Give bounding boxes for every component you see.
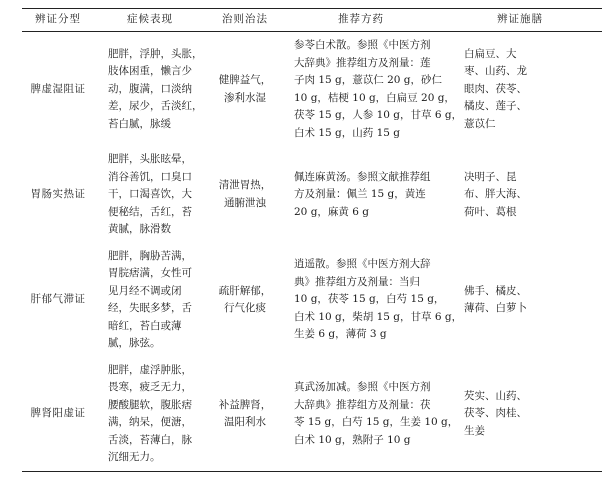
symptom-line: 肢体困重，懒言少 (108, 65, 192, 78)
formula-line: 20 g，麻黄 6 g (294, 205, 369, 218)
symptoms-cell (94, 32, 206, 147)
diet-line: 佛手、橘皮、 (464, 284, 527, 297)
formula-line: 白术 10 g，柴胡 15 g，甘草 6 g， (294, 310, 463, 323)
method-line: 渗利水湿 (224, 91, 266, 104)
formula-line: 白术 10 g，熟附子 10 g (294, 433, 411, 446)
formula-line: 苓 15 g，白芍 15 g，生姜 10 g， (294, 416, 459, 428)
header-row (22, 9, 602, 32)
symptom-line: 肥胖，浮肿，头胀， (108, 47, 203, 60)
diet-line: 茯苓、肉桂、 (464, 407, 527, 420)
diet-cell (438, 146, 602, 243)
diet-line: 芡实、山药、 (464, 389, 527, 402)
syndrome-type-cell: 脾肾阳虚证 (22, 357, 94, 472)
formula-line: 逍遥散。参照《中医方剂大辞 (294, 258, 431, 271)
diet-line: 白扁豆、大 (464, 47, 517, 60)
diet-line: 生姜 (464, 424, 485, 437)
symptoms-cell (94, 146, 206, 243)
diet-cell (438, 243, 602, 357)
formula-line: 子肉 15 g，薏苡仁 20 g，砂仁 (294, 74, 443, 86)
table-row (22, 146, 602, 243)
method-cell (206, 32, 284, 147)
formula-cell (284, 32, 463, 147)
header-diet-therapy: 辨证施膳 (438, 9, 602, 32)
header-treatment-method: 治则治法 (206, 9, 284, 32)
formula-line: 方及剂量：佩兰 15 g，黄连 (294, 188, 426, 200)
formula-line: 大辞典》推荐组方及剂量：茯 (294, 398, 431, 411)
diet-cell (438, 32, 602, 147)
formula-cell (284, 243, 463, 357)
formula-line: 10 g，桔梗 10 g，白扁豆 20 g， (294, 91, 455, 104)
symptom-line: 腰酸腿软，腹胀痞 (108, 398, 192, 411)
formula-line: 10 g，茯苓 15 g，白芍 15 g， (294, 293, 445, 306)
symptom-line: 干，口渴喜饮，大 (108, 188, 192, 200)
symptom-line: 满，纳呆，便溏， (108, 416, 192, 428)
header-recommended-formula: 推荐方药 (284, 9, 438, 32)
syndrome-type-cell: 脾虚湿阻证 (30, 82, 86, 95)
table-row (22, 243, 602, 357)
diet-line: 橘皮、莲子、 (464, 100, 527, 113)
symptoms-cell (94, 357, 206, 472)
symptom-line: 消谷善饥，口臭口 (108, 170, 192, 183)
table-header (22, 9, 602, 32)
method-line: 健脾益气， (218, 74, 272, 86)
formula-cell (284, 357, 459, 472)
symptom-line: 黄腻，脉滑数 (108, 223, 171, 235)
diet-line: 布、胖大海、 (464, 188, 527, 200)
method-line: 补益脾肾， (218, 398, 272, 411)
formula-line: 茯苓 15 g，人参 10 g，甘草 6 g， (294, 109, 463, 121)
formula-line: 生姜 6 g，薄荷 3 g (294, 328, 387, 341)
formula-line: 真武汤加减。参照《中医方剂 (294, 381, 431, 393)
method-cell (206, 357, 284, 472)
symptom-line: 苔白腻，脉缓 (108, 117, 171, 130)
method-cell (206, 146, 284, 243)
header-syndrome-type: 辨证分型 (22, 9, 94, 32)
formula-cell (284, 146, 438, 243)
diet-line: 枣、山药、龙 (464, 65, 527, 78)
symptom-line: 胃脘痞满，女性可 (108, 267, 192, 279)
symptom-line: 肥胖，胸胁苦满， (108, 249, 192, 262)
symptom-line: 畏寒，疲乏无力， (108, 381, 192, 393)
diet-line: 薄荷、白萝卜 (464, 302, 527, 314)
method-line: 疏肝解郁， (218, 284, 272, 297)
diet-line: 决明子、昆 (464, 170, 517, 183)
symptom-line: 动，腹满，口淡纳 (108, 82, 192, 95)
method-line: 清泄胃热， (218, 179, 272, 192)
syndrome-type-cell: 胃肠实热证 (30, 188, 86, 200)
symptom-line: 肥胖，虚浮肿胀， (108, 363, 192, 376)
method-line: 通腑泄浊 (224, 196, 266, 209)
symptom-line: 腻，脉弦。 (108, 337, 161, 349)
formula-line: 佩连麻黄汤。参照文献推荐组 (294, 170, 431, 183)
syndrome-type-cell: 肝郁气滞证 (30, 293, 86, 306)
formula-line: 参苓白术散。参照《中医方剂 (294, 39, 431, 51)
symptom-line: 差，尿少，舌淡红， (108, 100, 203, 113)
symptoms-cell (94, 243, 206, 357)
diet-cell (438, 357, 602, 472)
formula-line: 大辞典》推荐组方及剂量：莲 (294, 56, 431, 69)
symptom-line: 舌淡，苔薄白，脉 (108, 433, 192, 446)
diet-line: 眼肉、茯苓、 (464, 82, 527, 95)
diet-line: 荷叶、葛根 (464, 205, 517, 218)
symptom-line: 肥胖，头胀眩晕， (108, 153, 192, 165)
syndrome-table (22, 8, 602, 472)
diet-line: 薏苡仁 (464, 117, 496, 130)
formula-line: 典》推荐组方及剂量：当归 (294, 275, 420, 288)
table-row (22, 357, 602, 472)
symptom-line: 沉细无力。 (108, 451, 161, 463)
symptom-line: 见月经不调或闭 (108, 284, 182, 297)
symptom-line: 暗红，苔白或薄 (108, 319, 182, 332)
symptom-line: 便秘结，舌红，苔 (108, 205, 192, 218)
method-cell (206, 243, 284, 357)
table-row (22, 32, 602, 147)
method-line: 温阳利水 (224, 416, 266, 428)
symptom-line: 经，失眠多梦，舌 (108, 302, 192, 314)
header-symptoms: 症候表现 (94, 9, 206, 32)
method-line: 行气化痰 (224, 302, 266, 314)
formula-line: 白术 15 g，山药 15 g (294, 126, 401, 139)
